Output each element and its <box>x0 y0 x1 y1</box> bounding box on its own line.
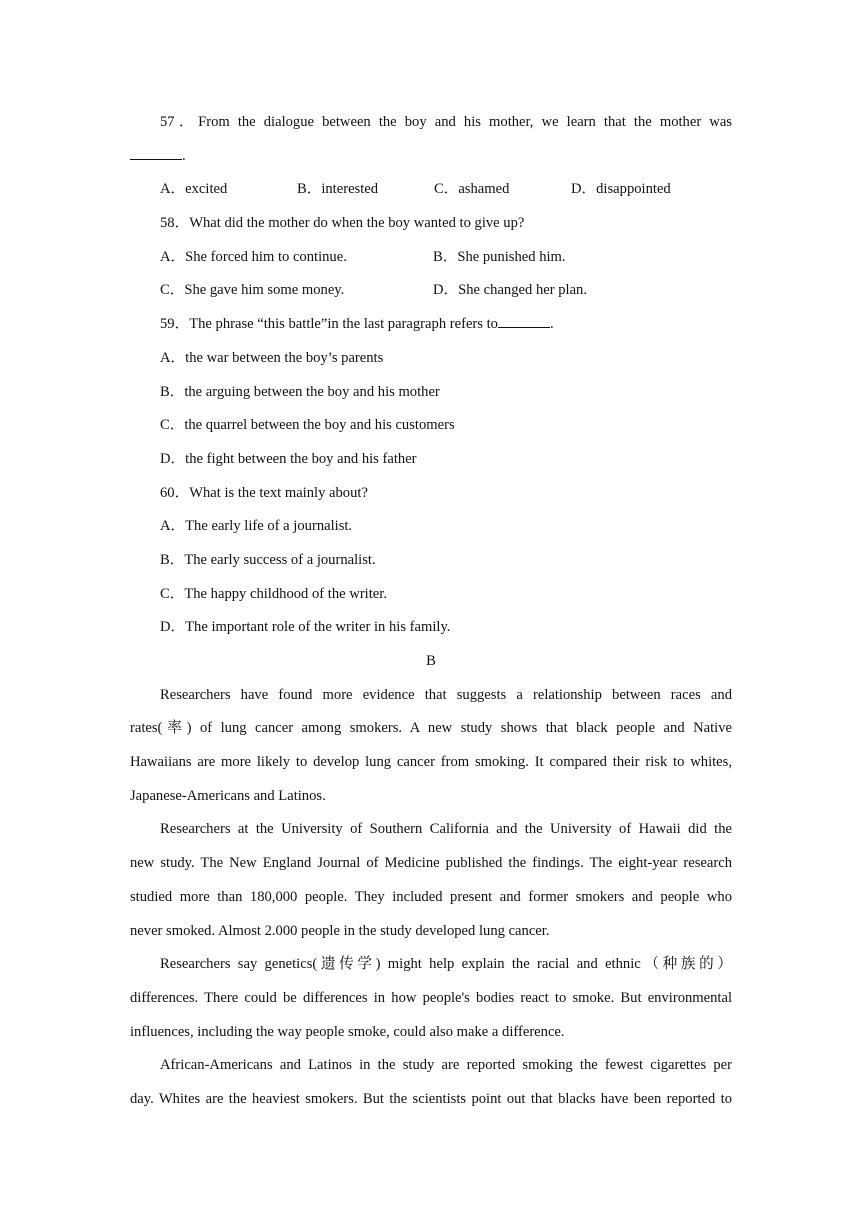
question-stem-continuation: . <box>130 142 732 176</box>
question-text: From the dialogue between the boy and his mother, we learn that the mother was <box>198 114 732 130</box>
option-b: B．the arguing between the boy and his mother <box>160 383 440 400</box>
paragraph-2 <box>130 815 732 950</box>
question-stem: 59．The phrase “this battle”in the last paragraph refers to . <box>130 310 732 344</box>
options-row <box>130 243 732 277</box>
answer-blank <box>130 145 182 160</box>
question-number: 59． <box>160 316 190 333</box>
question-58 <box>130 209 732 310</box>
option-a: A．the war between the boy’s parents <box>160 349 384 366</box>
section-heading: B <box>426 653 436 669</box>
paragraph-1 <box>130 681 732 816</box>
paragraph-line: Researchers have found more evidence that suggests a relationship between races and <box>160 686 732 703</box>
option-b: B．interested <box>297 181 379 198</box>
paragraph-line: Hawaiians are more likely to develop lung cancer from smoking. It compared their risk to whites, <box>130 754 732 771</box>
paragraph-line: new study. The New England Journal of Medicine published the findings. The eight-year research <box>130 855 732 872</box>
answer-blank <box>498 313 550 328</box>
paragraph-line: day. Whites are the heaviest smokers. But the scientists point out that blacks have been reported to <box>130 1090 732 1107</box>
paragraph-line: Researchers say genetics(遗传学) might help explain the racial and ethnic（种族的） <box>160 956 732 973</box>
option-d: D．The important role of the writer in his family. <box>160 619 451 636</box>
paragraph-line: Japanese-Americans and Latinos. <box>130 787 326 804</box>
paragraph-line: studied more than 180,000 people. They included present and former smokers and people who <box>130 888 732 905</box>
paragraph-line: rates(率) of lung cancer among smokers. A new study shows that black people and Native <box>130 720 732 737</box>
option-a: A．excited <box>160 181 228 198</box>
option-d: D．disappointed <box>571 181 671 198</box>
question-stem <box>130 479 732 513</box>
option-c: C．ashamed <box>434 181 510 198</box>
paragraph-3 <box>130 950 732 1051</box>
paragraph-line: Researchers at the University of Southern California and the University of Hawaii did the <box>160 821 732 838</box>
question-number: 57． <box>160 114 199 130</box>
question-text: What is the text mainly about? <box>189 484 368 501</box>
paragraph-line: influences, including the way people smoke, could also make a difference. <box>130 1023 565 1040</box>
question-stem <box>130 108 732 142</box>
option-b: B．The early success of a journalist. <box>160 551 376 568</box>
question-59 <box>130 310 732 478</box>
options-row <box>130 276 732 310</box>
paragraph-line: African-Americans and Latinos in the study are reported smoking the fewest cigarettes per <box>160 1057 732 1074</box>
option-c: C．The happy childhood of the writer. <box>160 585 387 602</box>
document-page <box>130 108 732 1119</box>
passage <box>130 681 732 1119</box>
option-a: A．She forced him to continue. <box>160 248 347 265</box>
option-c: C．She gave him some money. <box>160 282 345 299</box>
question-57 <box>130 108 732 209</box>
paragraph-line: differences. There could be differences in how people's bodies react to smoke. But environmental <box>130 989 732 1006</box>
question-60 <box>130 479 732 647</box>
option-d: D．She changed her plan. <box>433 282 587 299</box>
question-number: 60． <box>160 484 190 501</box>
question-text: The phrase “this battle”in the last paragraph refers to <box>189 316 498 333</box>
question-number: 58． <box>160 215 190 232</box>
option-d: D．the fight between the boy and his father <box>160 450 417 467</box>
option-a: A．The early life of a journalist. <box>160 518 353 535</box>
options-row <box>130 175 732 209</box>
question-text: What did the mother do when the boy wanted to give up? <box>189 215 525 232</box>
paragraph-line: never smoked. Almost 2.000 people in the study developed lung cancer. <box>130 922 550 939</box>
option-b: B．She punished him. <box>433 248 566 265</box>
option-c: C．the quarrel between the boy and his customers <box>160 417 455 434</box>
question-stem <box>130 209 732 243</box>
paragraph-4 <box>130 1051 732 1118</box>
